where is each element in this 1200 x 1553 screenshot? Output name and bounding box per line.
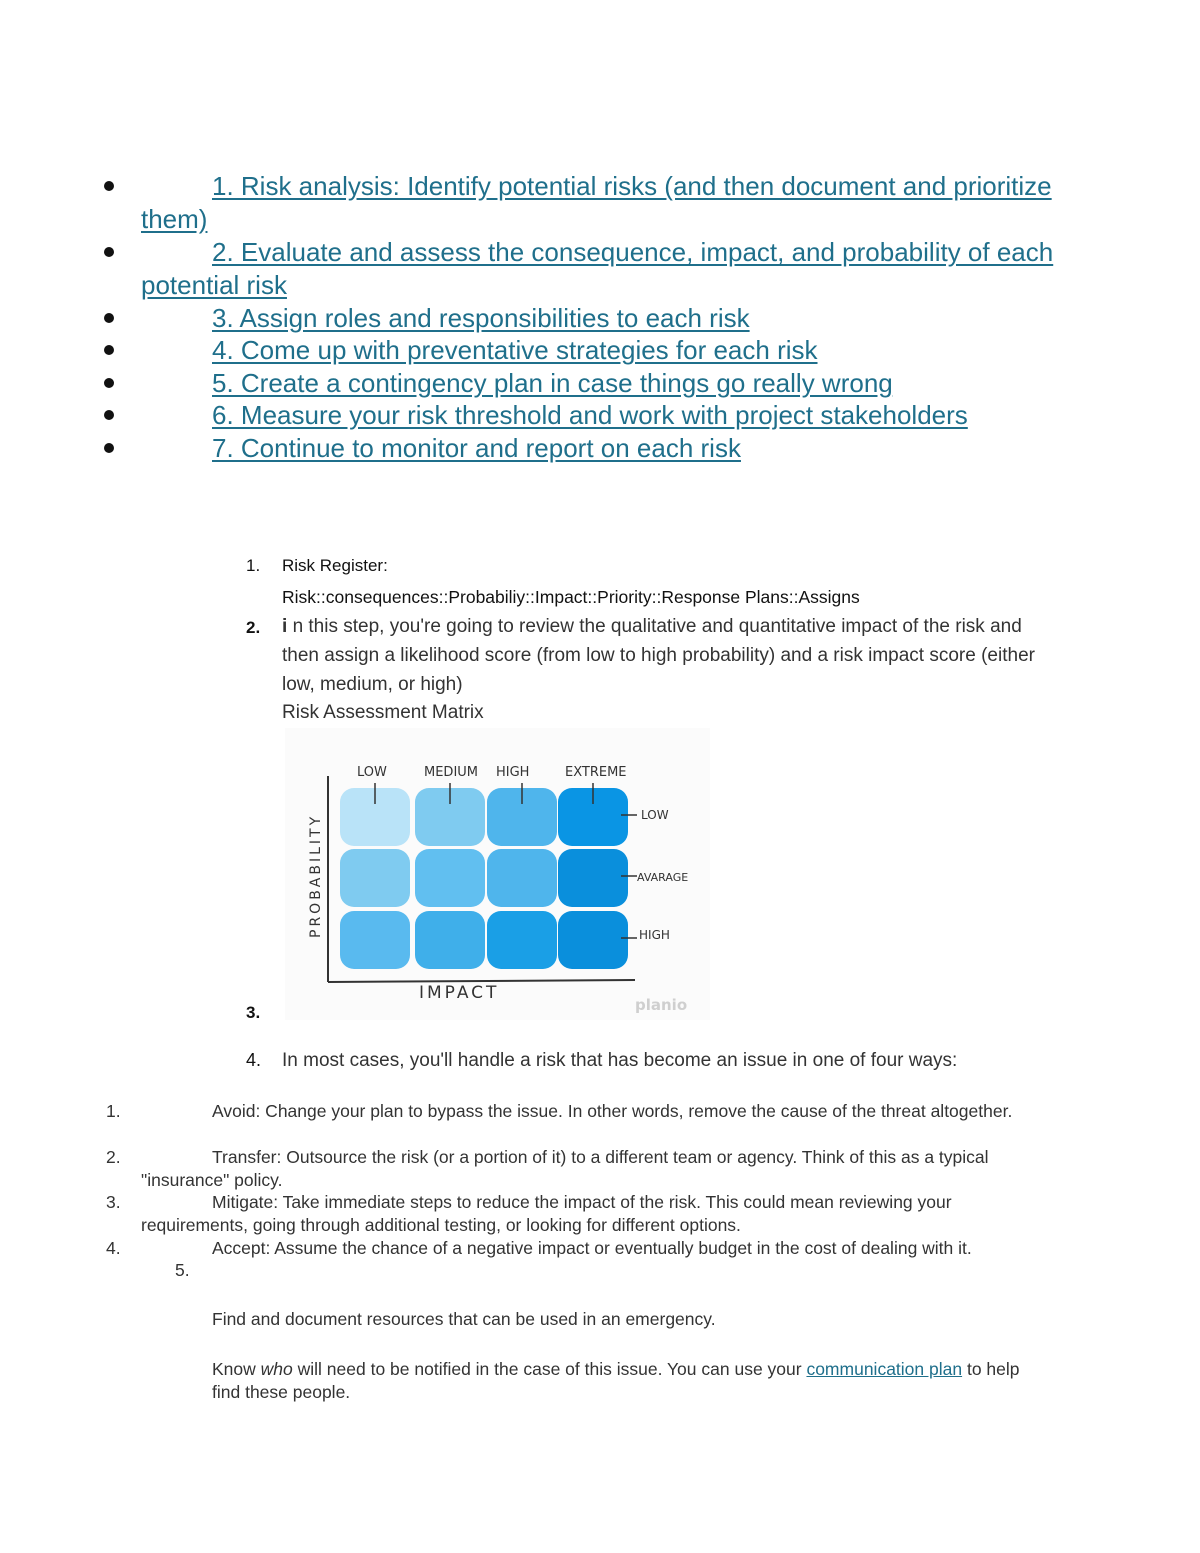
notify-post: to help find these people. [212, 1359, 1020, 1402]
communication-plan-link[interactable]: communication plan [806, 1359, 963, 1379]
step-link-7[interactable]: 7. Continue to monitor and report on each risk [212, 433, 741, 463]
list-number: 1. [106, 1101, 121, 1121]
step-link-1[interactable]: 1. Risk analysis: Identify potential risks (and then document and prioritize them) [141, 171, 1052, 234]
bullet-icon [104, 378, 114, 388]
bullet-icon [104, 181, 114, 191]
impact-label-high: HIGH [496, 765, 530, 780]
list-number: 4. [246, 1050, 262, 1070]
risk-matrix-image [285, 728, 710, 1020]
notify-mid: will need to be notified in the case of this issue. You can use your [297, 1359, 802, 1379]
notify-who: who [260, 1359, 293, 1379]
matrix-cell-r3-c1 [340, 911, 410, 969]
matrix-cell-r3-c4 [558, 911, 628, 969]
impact-label-medium: MEDIUM [424, 765, 479, 780]
bullet-icon [104, 410, 114, 420]
planio-watermark: planio [635, 996, 688, 1014]
matrix-cell-r2-c2 [415, 849, 485, 907]
probability-label-high: HIGH [639, 928, 670, 942]
bullet-icon [104, 345, 114, 355]
way-accept: Accept: Assume the chance of a negative impact or eventually budget in the cost of dealing with it. [212, 1238, 972, 1258]
impact-label-low: LOW [357, 765, 387, 780]
probability-label-low: LOW [641, 808, 669, 822]
impact-label-extreme: EXTREME [565, 765, 627, 780]
matrix-cell-r3-c2 [415, 911, 485, 969]
bullet-icon [104, 247, 114, 257]
matrix-title: Risk Assessment Matrix [282, 702, 484, 723]
way-avoid: Avoid: Change your plan to bypass the issue. In other words, remove the cause of the threat altogether. [212, 1101, 1013, 1121]
list-number: 2. [106, 1147, 121, 1167]
list-number: 1. [246, 556, 261, 575]
step-two-paragraph [282, 612, 1052, 699]
step-link-5[interactable]: 5. Create a contingency plan in case things go really wrong [212, 368, 893, 398]
list-number: 3. [246, 1003, 261, 1022]
way-transfer: Transfer: Outsource the risk (or a portion of it) to a different team or agency. Think of this as a typical "insurance" policy. [141, 1147, 989, 1190]
matrix-cell-r2-c4 [558, 849, 628, 907]
lead-letter: i [282, 616, 288, 637]
list-number: 2. [246, 618, 261, 637]
probability-label-average: AVARAGE [637, 871, 689, 884]
notify-paragraph [212, 1358, 1032, 1404]
bullet-icon [104, 443, 114, 453]
list-number: 3. [106, 1192, 121, 1212]
list-number: 4. [106, 1238, 121, 1258]
notify-pre: Know [212, 1359, 256, 1379]
way-mitigate: Mitigate: Take immediate steps to reduce the impact of the risk. This could mean reviewing your requirements, going through additional testing, or looking for different options. [141, 1192, 952, 1235]
step-link-6[interactable]: 6. Measure your risk threshold and work with project stakeholders [212, 400, 968, 430]
matrix-cell-r2-c3 [487, 849, 557, 907]
bullet-icon [104, 313, 114, 323]
matrix-cell-r2-c1 [340, 849, 410, 907]
handle-text: In most cases, you'll handle a risk that has become an issue in one of four ways: [282, 1050, 958, 1071]
matrix-cell-r3-c3 [487, 911, 557, 969]
resources-text: Find and document resources that can be used in an emergency. [212, 1309, 716, 1329]
step-two-text: n this step, you're going to review the qualitative and quantitative impact of the risk and then assign a likelihood score (from low to high probability) and a risk impact score (either low, medium, or high) [282, 616, 1035, 695]
list-number: 5. [175, 1260, 190, 1280]
step-link-3[interactable]: 3. Assign roles and responsibilities to each risk [212, 303, 750, 333]
y-axis-title: PROBABILITY [308, 813, 324, 938]
risk-register-title: Risk Register: [282, 556, 388, 575]
step-link-4[interactable]: 4. Come up with preventative strategies for each risk [212, 335, 818, 365]
x-axis-title: IMPACT [419, 983, 500, 1003]
risk-register-fields: Risk::consequences::Probabiliy::Impact::Priority::Response Plans::Assigns [282, 587, 860, 607]
step-link-2[interactable]: 2. Evaluate and assess the consequence, impact, and probability of each potential risk [141, 237, 1054, 300]
